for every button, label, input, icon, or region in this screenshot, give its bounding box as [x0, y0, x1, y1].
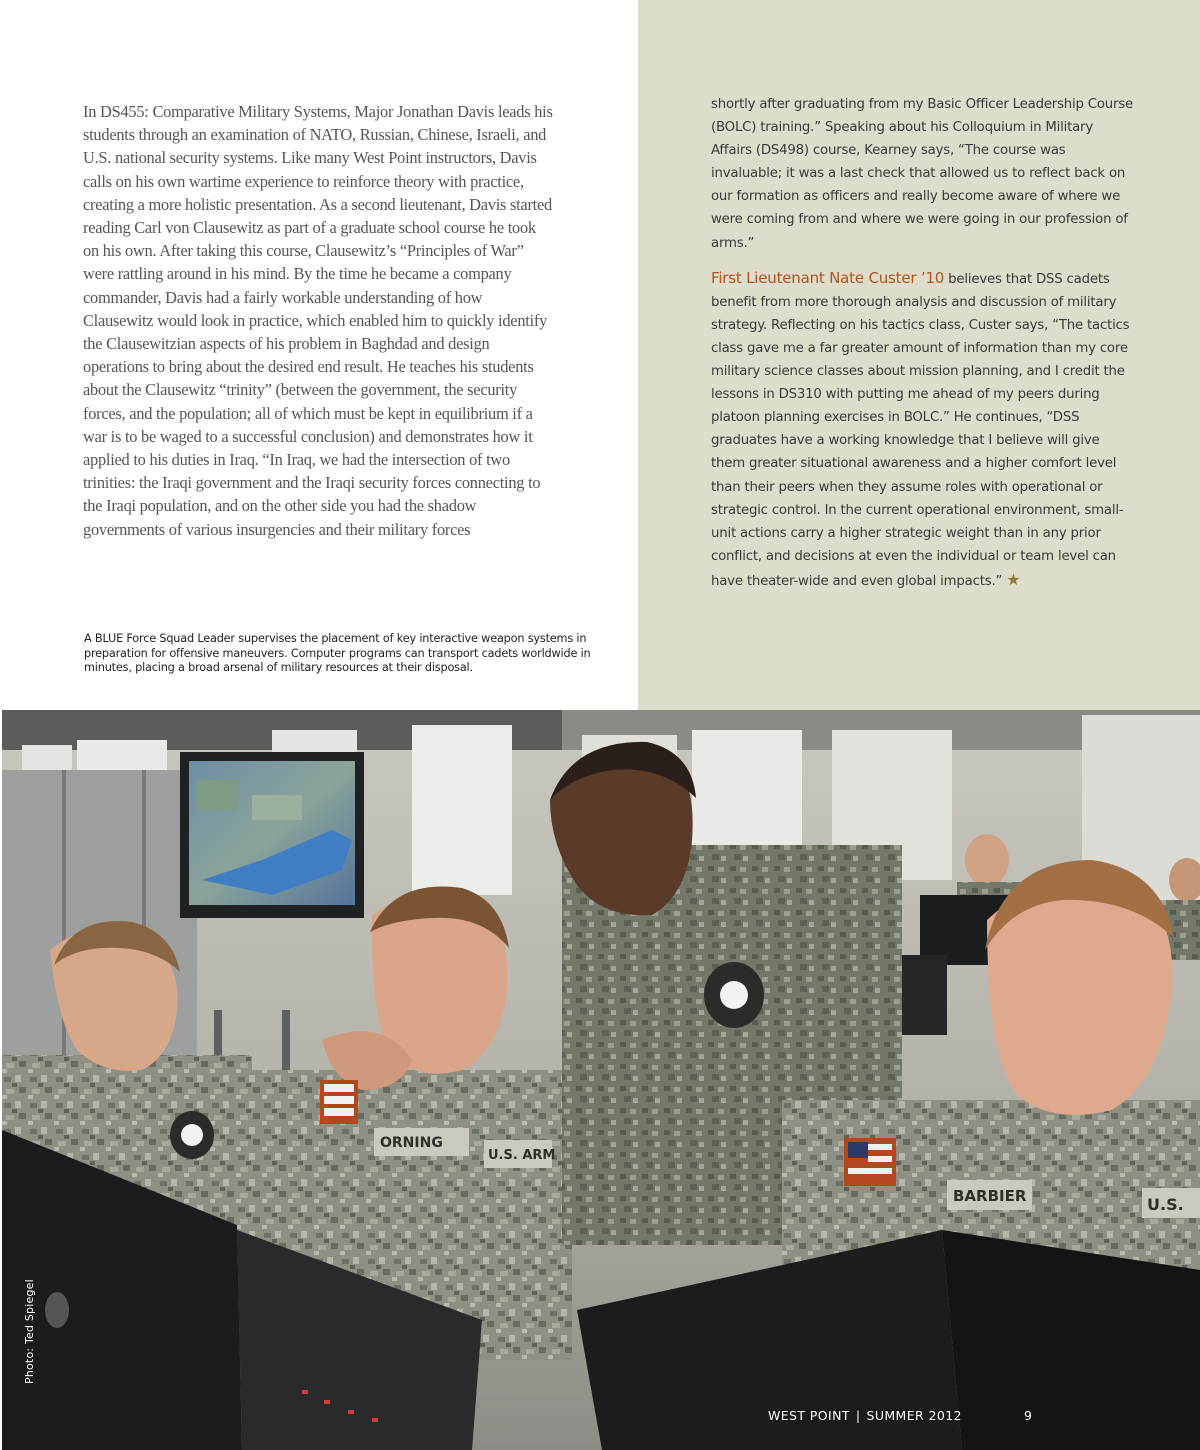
footer-separator: |: [855, 1408, 861, 1423]
right-paragraph-1: shortly after graduating from my Basic Officer Leadership Course (BOLC) training.” Speaking about his Colloquium in Military Affairs (DS498) course, Kearney says, “The course was invaluable; it was a last check that allowed us to reflect back on our formation as officers and really become aware of where we were coming from and where we were going in our profession of arms.”: [711, 97, 1134, 251]
right-paragraph-2-text: believes that DSS cadets benefit from more thorough analysis and discussion of military strategy. Reflecting on his tactics class, Custer says, “The tactics class gave me a far greater amount of information than my core military science classes about mission planning, and I credit the lessons in DS310 with putting me ahead of my peers during platoon planning exercises in BOLC.” He continues, “DSS graduates have a working knowledge that I believe will give them greater situational awareness and a higher comfort level than their peers when they assume roles with operational or strategic control. In the current operational environment, small-unit actions carry a higher strategic weight than in any prior conflict, and decisions at even the individual or team level can have theater-wide and even global impacts.”: [711, 271, 1130, 589]
page-footer: [768, 1408, 962, 1428]
page-number: 9: [1024, 1408, 1032, 1423]
right-paragraph-2: [711, 267, 1137, 593]
left-body-paragraph: In DS455: Comparative Military Systems, Major Jonathan Davis leads his students through an examination of NATO, Russian, Chinese, Israeli, and U.S. national security systems. Like many West Point instructors, Davis calls on his own wartime experience to reinforce theory with practice, creating a more holistic presentation. As a second lieutenant, Davis started reading Carl von Clausewitz as part of a graduate school course he took on his own. After taking this course, Clausewitz’s “Principles of War” were rattling around in his mind. By the time he became a company commander, Davis had a fairly workable understanding of how Clausewitz would look in practice, which enabled him to quickly identify the Clausewitzian aspects of his problem in Baghdad and design operations to bring about the desired end result. He teaches his students about the Clausewitz “trinity” (between the government, the security forces, and the population; all of which must be kept in equilibrium if a war is to be waged to a successful conclusion) and demonstrates how it applied to his duties in Iraq. “In Iraq, we had the intersection of two trinities: the Iraqi government and the Iraqi security forces connecting to the Iraqi population, and on the other side you had the shadow governments of various insurgencies and their military forces: [83, 102, 553, 539]
right-body-text: [711, 93, 1137, 593]
photo-caption: A BLUE Force Squad Leader supervises the placement of key interactive weapon systems in preparation for offensive maneuvers. Computer programs can transport cadets worldwide in minutes, placing a broad arsenal of military resources at their disposal.: [84, 632, 591, 674]
publication-name: WEST POINT: [768, 1408, 850, 1423]
classroom-photo: [2, 710, 1200, 1450]
name-tape-2: U.S. ARM: [488, 1148, 556, 1163]
name-tape-1: ORNING: [380, 1135, 443, 1151]
highlighted-name: First Lieutenant Nate Custer ’10: [711, 268, 945, 287]
issue-label: SUMMER 2012: [866, 1408, 962, 1423]
name-tape-3: BARBIER: [953, 1187, 1027, 1205]
name-tape-4: U.S.: [1147, 1195, 1184, 1214]
star-icon: ★: [1006, 569, 1021, 589]
photo-credit: Photo: Ted Spiegel: [23, 1279, 36, 1384]
